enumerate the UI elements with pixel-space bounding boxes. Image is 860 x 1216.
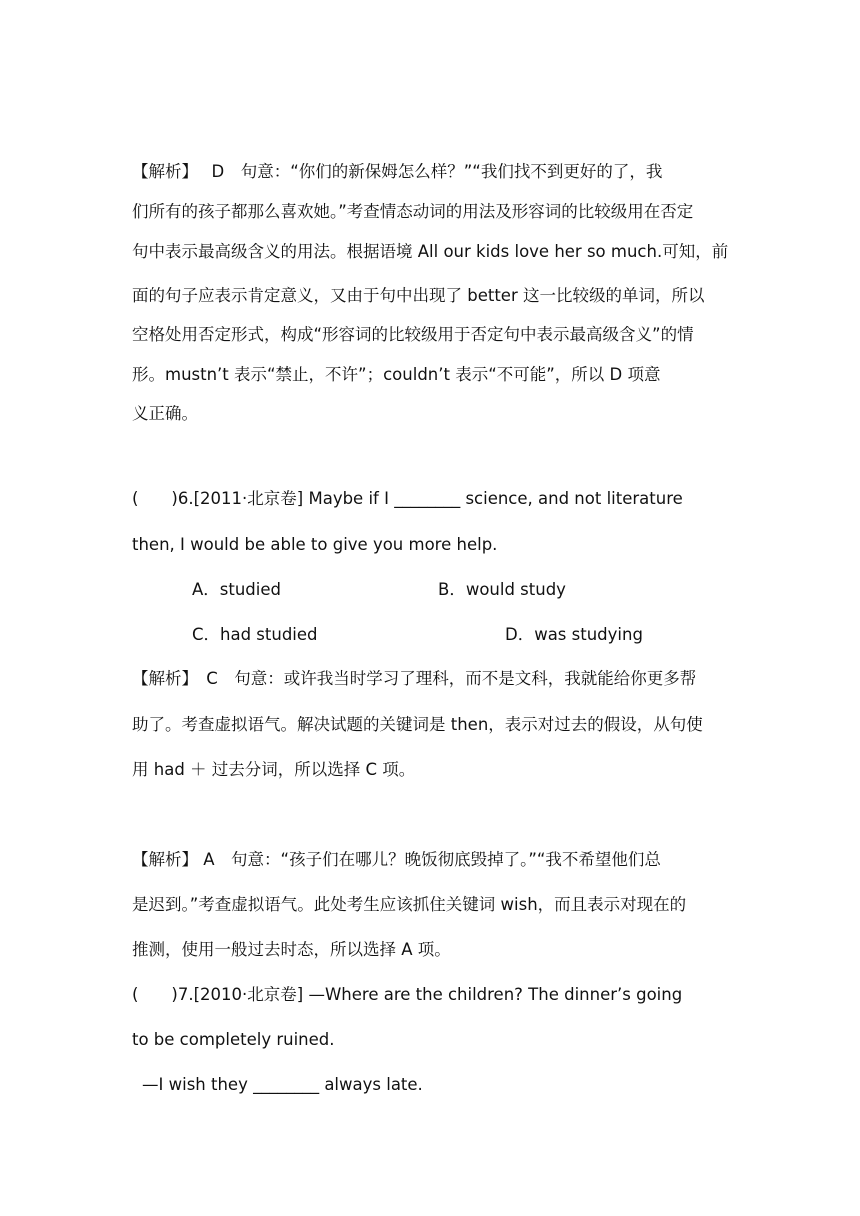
analysis-line: 形。mustn’t 表示“禁止，不许”；couldn’t 表示“不可能”，所以 D 项意 xyxy=(132,365,661,384)
option-b: B．would study xyxy=(438,580,566,599)
analysis-line: 面的句子应表示肯定意义，又由于句中出现了 better 这一比较级的单词，所以 xyxy=(132,286,705,305)
question-7-line: —I wish they ________ always late. xyxy=(142,1075,423,1094)
analysis-line: 【解析】 C 句意：或许我当时学习了理科，而不是文科，我就能给你更多帮 xyxy=(132,669,697,688)
question-6-line: then, I would be able to give you more help. xyxy=(132,535,498,554)
analysis-line: 句中表示最高级含义的用法。根据语境 All our kids love her so much.可知，前 xyxy=(132,242,729,261)
analysis-line: 空格处用否定形式，构成“形容词的比较级用于否定句中表示最高级含义”的情 xyxy=(132,325,694,344)
analysis-line: 【解析】 A 句意：“孩子们在哪儿？晚饭彻底毁掉了。”“我不希望他们总 xyxy=(132,850,661,869)
question-7-line: to be completely ruined. xyxy=(132,1030,335,1049)
analysis-line: 推测，使用一般过去时态，所以选择 A 项。 xyxy=(132,940,451,959)
analysis-line: 们所有的孩子都那么喜欢她。”考查情态动词的用法及形容词的比较级用在否定 xyxy=(132,202,694,221)
option-a: A．studied xyxy=(192,580,281,599)
analysis-line: 义正确。 xyxy=(132,404,198,423)
analysis-line: 【解析】 D 句意：“你们的新保姆怎么样？”“我们找不到更好的了，我 xyxy=(132,162,663,181)
question-7-line: ( )7.[2010·北京卷] —Where are the children? The dinner’s going xyxy=(132,985,683,1004)
question-6-line: ( )6.[2011·北京卷] Maybe if I ________ science, and not literature xyxy=(132,489,683,508)
analysis-line: 助了。考查虚拟语气。解决试题的关键词是 then，表示对过去的假设，从句使 xyxy=(132,715,703,734)
analysis-line: 是迟到。”考查虚拟语气。此处考生应该抓住关键词 wish，而且表示对现在的 xyxy=(132,895,687,914)
analysis-line: 用 had ＋ 过去分词，所以选择 C 项。 xyxy=(132,760,416,779)
option-d: D．was studying xyxy=(505,625,643,644)
option-c: C．had studied xyxy=(192,625,318,644)
